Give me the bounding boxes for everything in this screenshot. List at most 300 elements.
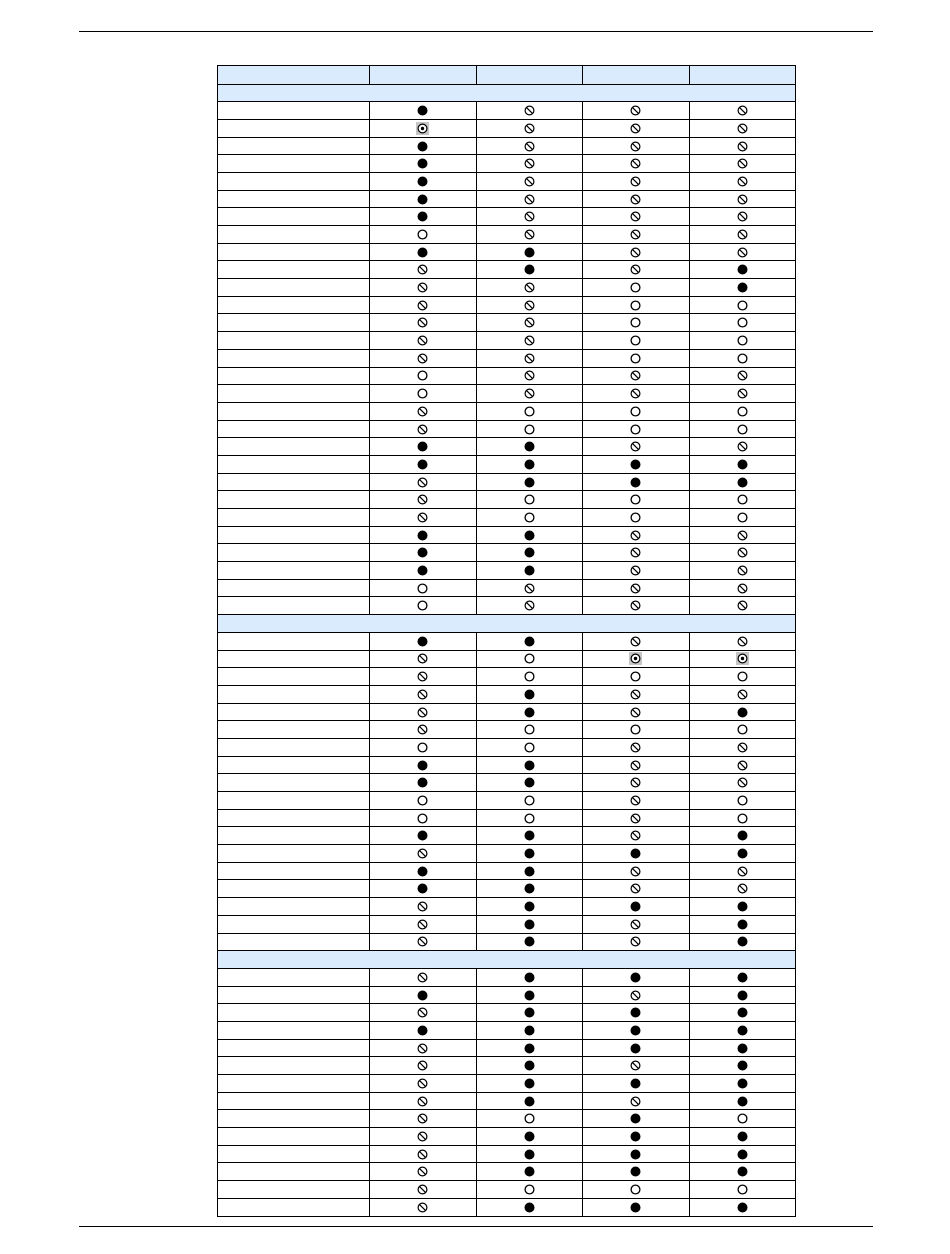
matrix-cell (370, 597, 477, 615)
not-supported-icon (737, 565, 748, 576)
matrix-cell (476, 172, 583, 190)
not-supported-icon (737, 689, 748, 700)
matrix-cell (370, 703, 477, 721)
matrix-cell (583, 721, 690, 739)
matrix-cell (476, 526, 583, 544)
matrix-cell (583, 491, 690, 509)
filled-circle-icon (417, 1025, 428, 1036)
filled-circle-icon (417, 636, 428, 647)
not-supported-icon (630, 990, 641, 1001)
not-supported-icon (417, 724, 428, 735)
not-supported-icon (737, 600, 748, 611)
matrix-cell (689, 526, 796, 544)
header-row (218, 66, 796, 85)
matrix-cell (689, 367, 796, 385)
filled-circle-icon (737, 264, 748, 275)
filled-circle-icon (630, 848, 641, 859)
matrix-cell (583, 544, 690, 562)
matrix-cell (689, 685, 796, 703)
table-row (218, 685, 796, 703)
matrix-cell (476, 420, 583, 438)
open-circle-icon (417, 600, 428, 611)
matrix-cell (689, 898, 796, 916)
matrix-cell (583, 792, 690, 810)
matrix-cell (370, 1039, 477, 1057)
matrix-cell (583, 809, 690, 827)
not-supported-icon (737, 229, 748, 240)
matrix-cell (476, 898, 583, 916)
matrix-cell (689, 738, 796, 756)
filled-circle-icon (524, 1096, 535, 1107)
row-label (218, 349, 370, 367)
open-circle-icon (737, 813, 748, 824)
filled-circle-icon (524, 1202, 535, 1213)
matrix-cell (583, 1039, 690, 1057)
filled-circle-icon (417, 565, 428, 576)
table-row (218, 668, 796, 686)
not-supported-icon (630, 194, 641, 205)
matrix-cell (583, 1198, 690, 1216)
row-label (218, 809, 370, 827)
matrix-cell (370, 579, 477, 597)
filled-circle-icon (524, 990, 535, 1001)
open-circle-icon (630, 406, 641, 417)
matrix-cell (583, 137, 690, 155)
not-supported-icon (417, 1113, 428, 1124)
open-circle-icon (524, 494, 535, 505)
not-supported-icon (630, 158, 641, 169)
not-supported-icon (524, 353, 535, 364)
matrix-cell (583, 243, 690, 261)
filled-circle-icon (524, 1043, 535, 1054)
not-supported-icon (630, 388, 641, 399)
not-supported-icon (417, 1096, 428, 1107)
matrix-cell (689, 226, 796, 244)
matrix-cell (583, 190, 690, 208)
matrix-cell (370, 155, 477, 173)
matrix-cell (583, 915, 690, 933)
table-row (218, 1004, 796, 1022)
matrix-cell (370, 898, 477, 916)
not-supported-icon (630, 636, 641, 647)
not-supported-icon (524, 105, 535, 116)
not-supported-icon (630, 264, 641, 275)
row-label (218, 438, 370, 456)
row-label (218, 827, 370, 845)
table-row (218, 491, 796, 509)
not-supported-icon (417, 653, 428, 664)
table-row (218, 1198, 796, 1216)
filled-circle-icon (737, 477, 748, 488)
matrix-cell (689, 473, 796, 491)
table-row (218, 738, 796, 756)
matrix-cell (583, 102, 690, 120)
not-supported-icon (524, 229, 535, 240)
matrix-cell (583, 1181, 690, 1199)
filled-circle-icon (524, 760, 535, 771)
matrix-cell (583, 296, 690, 314)
filled-circle-icon (524, 830, 535, 841)
matrix-cell (689, 314, 796, 332)
not-supported-icon (630, 936, 641, 947)
filled-circle-icon (630, 1113, 641, 1124)
not-supported-icon (417, 936, 428, 947)
table-row (218, 632, 796, 650)
filled-circle-icon (737, 1202, 748, 1213)
table-row (218, 792, 796, 810)
filled-circle-icon (417, 459, 428, 470)
row-label (218, 898, 370, 916)
matrix-cell (370, 332, 477, 350)
section-header-row (218, 951, 796, 969)
matrix-cell (476, 190, 583, 208)
filled-circle-icon (417, 247, 428, 258)
matrix-cell (476, 880, 583, 898)
matrix-cell (370, 367, 477, 385)
not-supported-icon (417, 707, 428, 718)
filled-circle-icon (524, 848, 535, 859)
row-label (218, 172, 370, 190)
not-supported-icon (417, 353, 428, 364)
matrix-cell (370, 685, 477, 703)
matrix-cell (370, 986, 477, 1004)
row-label (218, 473, 370, 491)
filled-circle-icon (630, 1149, 641, 1160)
matrix-cell (476, 968, 583, 986)
filled-circle-icon (737, 282, 748, 293)
matrix-cell (689, 455, 796, 473)
matrix-cell (370, 809, 477, 827)
filled-circle-icon (737, 1149, 748, 1160)
filled-circle-icon (524, 901, 535, 912)
filled-circle-icon (417, 211, 428, 222)
section-title (218, 615, 796, 633)
row-label (218, 385, 370, 403)
matrix-cell (370, 455, 477, 473)
filled-circle-icon (630, 477, 641, 488)
filled-circle-icon (737, 1131, 748, 1142)
matrix-cell (583, 756, 690, 774)
matrix-cell (476, 774, 583, 792)
row-label (218, 721, 370, 739)
matrix-cell (476, 1075, 583, 1093)
filled-circle-icon (524, 866, 535, 877)
matrix-cell (583, 650, 690, 668)
not-supported-icon (630, 441, 641, 452)
filled-circle-icon (417, 176, 428, 187)
not-supported-icon (417, 317, 428, 328)
matrix-cell (583, 845, 690, 863)
filled-circle-icon (737, 1078, 748, 1089)
matrix-cell (689, 1092, 796, 1110)
row-label (218, 1075, 370, 1093)
table-row (218, 509, 796, 527)
row-label (218, 1021, 370, 1039)
table-row (218, 455, 796, 473)
filled-circle-icon (524, 1060, 535, 1071)
matrix-cell (689, 509, 796, 527)
not-supported-icon (630, 229, 641, 240)
matrix-cell (370, 1110, 477, 1128)
not-supported-icon (630, 176, 641, 187)
matrix-cell (689, 562, 796, 580)
matrix-cell (583, 172, 690, 190)
row-label (218, 544, 370, 562)
matrix-cell (476, 721, 583, 739)
open-circle-icon (630, 1184, 641, 1195)
matrix-cell (689, 1128, 796, 1146)
row-label (218, 1145, 370, 1163)
table-row (218, 1092, 796, 1110)
not-supported-icon (417, 1043, 428, 1054)
matrix-cell (476, 296, 583, 314)
table-row (218, 721, 796, 739)
matrix-cell (476, 809, 583, 827)
open-circle-icon (417, 813, 428, 824)
matrix-cell (583, 827, 690, 845)
filled-circle-icon (524, 919, 535, 930)
matrix-cell (583, 1163, 690, 1181)
open-circle-icon (630, 494, 641, 505)
table-row (218, 226, 796, 244)
matrix-cell (689, 1075, 796, 1093)
matrix-cell (370, 792, 477, 810)
row-label (218, 862, 370, 880)
matrix-cell (583, 526, 690, 544)
matrix-cell (476, 261, 583, 279)
matrix-cell (689, 137, 796, 155)
table-row (218, 385, 796, 403)
matrix-cell (689, 420, 796, 438)
matrix-cell (476, 1039, 583, 1057)
matrix-cell (476, 1021, 583, 1039)
not-supported-icon (524, 370, 535, 381)
filled-circle-icon (417, 158, 428, 169)
matrix-cell (689, 102, 796, 120)
row-label (218, 455, 370, 473)
filled-circle-icon (524, 689, 535, 700)
filled-circle-icon (524, 1131, 535, 1142)
table-row (218, 845, 796, 863)
matrix-cell (583, 119, 690, 137)
top-rule (79, 31, 873, 32)
table-row (218, 1163, 796, 1181)
open-circle-icon (737, 512, 748, 523)
table-row (218, 1021, 796, 1039)
matrix-cell (476, 915, 583, 933)
filled-circle-icon (417, 141, 428, 152)
matrix-cell (370, 862, 477, 880)
table-row (218, 261, 796, 279)
matrix-cell (476, 455, 583, 473)
matrix-cell (583, 1075, 690, 1093)
matrix-cell (476, 597, 583, 615)
matrix-cell (476, 668, 583, 686)
filled-circle-icon (524, 936, 535, 947)
not-supported-icon (737, 105, 748, 116)
not-supported-icon (630, 707, 641, 718)
filled-circle-icon (417, 866, 428, 877)
matrix-cell (370, 880, 477, 898)
matrix-cell (476, 208, 583, 226)
not-supported-icon (737, 547, 748, 558)
row-label (218, 226, 370, 244)
table-row (218, 208, 796, 226)
matrix-cell (583, 367, 690, 385)
matrix-cell (370, 1021, 477, 1039)
table-row (218, 314, 796, 332)
table-row (218, 420, 796, 438)
open-circle-icon (630, 724, 641, 735)
matrix-cell (689, 703, 796, 721)
matrix-cell (689, 774, 796, 792)
not-supported-icon (630, 105, 641, 116)
matrix-cell (370, 774, 477, 792)
matrix-cell (476, 703, 583, 721)
matrix-cell (583, 898, 690, 916)
matrix-cell (476, 1110, 583, 1128)
row-label (218, 1057, 370, 1075)
matrix-cell (689, 190, 796, 208)
filled-circle-icon (417, 777, 428, 788)
open-circle-icon (524, 1184, 535, 1195)
matrix-cell (476, 986, 583, 1004)
open-circle-icon (737, 317, 748, 328)
table-row (218, 579, 796, 597)
matrix-cell (583, 455, 690, 473)
filled-circle-icon (417, 441, 428, 452)
table-row (218, 438, 796, 456)
partial-support-icon (736, 652, 749, 665)
matrix-cell (370, 544, 477, 562)
matrix-cell (370, 509, 477, 527)
matrix-cell (370, 102, 477, 120)
matrix-cell (370, 296, 477, 314)
open-circle-icon (630, 282, 641, 293)
matrix-cell (583, 1057, 690, 1075)
matrix-cell (689, 1021, 796, 1039)
table-row (218, 332, 796, 350)
filled-circle-icon (524, 547, 535, 558)
filled-circle-icon (417, 883, 428, 894)
table-row (218, 1145, 796, 1163)
not-supported-icon (737, 370, 748, 381)
table-row (218, 986, 796, 1004)
matrix-cell (689, 756, 796, 774)
row-label (218, 261, 370, 279)
row-label (218, 562, 370, 580)
filled-circle-icon (524, 247, 535, 258)
row-label (218, 986, 370, 1004)
matrix-cell (370, 402, 477, 420)
open-circle-icon (737, 795, 748, 806)
open-circle-icon (737, 424, 748, 435)
matrix-cell (476, 243, 583, 261)
open-circle-icon (737, 1113, 748, 1124)
matrix-cell (583, 226, 690, 244)
matrix-cell (476, 862, 583, 880)
not-supported-icon (417, 335, 428, 346)
matrix-cell (689, 827, 796, 845)
row-label (218, 1181, 370, 1199)
matrix-cell (476, 632, 583, 650)
matrix-cell (476, 102, 583, 120)
matrix-cell (370, 1057, 477, 1075)
matrix-cell (476, 650, 583, 668)
filled-circle-icon (417, 547, 428, 558)
matrix-cell (583, 738, 690, 756)
matrix-cell (476, 579, 583, 597)
open-circle-icon (524, 653, 535, 664)
matrix-cell (370, 562, 477, 580)
not-supported-icon (417, 406, 428, 417)
open-circle-icon (630, 512, 641, 523)
row-label (218, 119, 370, 137)
table-row (218, 119, 796, 137)
matrix-cell (583, 509, 690, 527)
open-circle-icon (630, 353, 641, 364)
not-supported-icon (737, 883, 748, 894)
filled-circle-icon (524, 777, 535, 788)
feature-matrix-table (217, 65, 796, 1217)
matrix-cell (689, 296, 796, 314)
filled-circle-icon (737, 972, 748, 983)
matrix-cell (476, 756, 583, 774)
row-label (218, 296, 370, 314)
matrix-cell (370, 438, 477, 456)
table-row (218, 137, 796, 155)
matrix-cell (370, 420, 477, 438)
matrix-cell (370, 208, 477, 226)
not-supported-icon (737, 636, 748, 647)
matrix-cell (370, 1092, 477, 1110)
filled-circle-icon (737, 919, 748, 930)
matrix-cell (583, 703, 690, 721)
matrix-cell (476, 933, 583, 951)
not-supported-icon (630, 795, 641, 806)
filled-circle-icon (737, 990, 748, 1001)
not-supported-icon (524, 388, 535, 399)
row-label (218, 738, 370, 756)
not-supported-icon (630, 211, 641, 222)
matrix-cell (689, 155, 796, 173)
table-row (218, 809, 796, 827)
open-circle-icon (630, 424, 641, 435)
open-circle-icon (417, 370, 428, 381)
table-row (218, 172, 796, 190)
matrix-cell (476, 349, 583, 367)
matrix-cell (689, 721, 796, 739)
open-circle-icon (630, 671, 641, 682)
matrix-cell (583, 597, 690, 615)
matrix-cell (476, 332, 583, 350)
filled-circle-icon (524, 264, 535, 275)
matrix-cell (476, 827, 583, 845)
not-supported-icon (737, 158, 748, 169)
not-supported-icon (630, 1096, 641, 1107)
row-label (218, 933, 370, 951)
matrix-cell (689, 119, 796, 137)
table-row (218, 1128, 796, 1146)
open-circle-icon (524, 512, 535, 523)
filled-circle-icon (524, 459, 535, 470)
matrix-cell (689, 1057, 796, 1075)
not-supported-icon (524, 123, 535, 134)
matrix-cell (476, 1092, 583, 1110)
filled-circle-icon (737, 459, 748, 470)
matrix-cell (583, 986, 690, 1004)
not-supported-icon (630, 247, 641, 258)
